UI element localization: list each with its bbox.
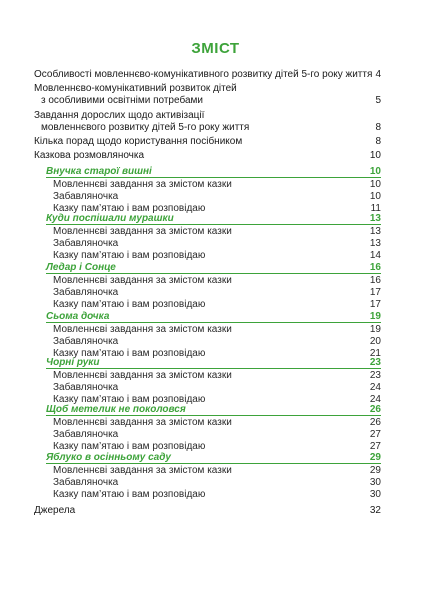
story-page: 26: [369, 404, 381, 415]
story-page: 13: [369, 213, 381, 224]
story-title: Сьома дочка: [46, 311, 110, 322]
toc-entry-sources[interactable]: [0, 504, 431, 518]
subentry-page: 24: [369, 382, 381, 393]
subentry-label: Казку пам’ятаю і вам розповідаю: [53, 489, 206, 500]
subentry-page: 21: [369, 348, 381, 359]
subentry-label: Мовленнєві завдання за змістом казки: [53, 417, 232, 428]
subentry-page: 23: [369, 370, 381, 381]
subentry-label: Забавляночка: [53, 238, 119, 249]
story-title: Яблуко в осінньому саду: [46, 452, 171, 463]
story-page: 16: [369, 262, 381, 273]
subentry-page: 14: [369, 250, 381, 261]
subentry-page: 24: [369, 394, 381, 405]
subentry-label: Забавляночка: [53, 287, 119, 298]
story-page: 29: [369, 452, 381, 463]
story-page: 10: [369, 166, 381, 177]
toc-entry-label: Джерела: [34, 505, 76, 516]
story-title: Внучка старої вишні: [46, 166, 152, 177]
toc-entry-label: Мовленнєво-комунікативний розвиток дітей: [34, 83, 237, 94]
subentry-page: 11: [370, 203, 381, 214]
subentry-page: 16: [369, 275, 381, 286]
subentry-label: Мовленнєві завдання за змістом казки: [53, 370, 232, 381]
subentry-page: 30: [369, 489, 381, 500]
toc-entry[interactable]: [0, 149, 431, 163]
subentry-label: Забавляночка: [53, 429, 119, 440]
subentry-page: 27: [369, 441, 381, 452]
toc-entry-page: 5: [375, 95, 381, 106]
toc-entry-continuation[interactable]: [0, 121, 431, 135]
subentry-page: 10: [369, 191, 381, 202]
subentry-page: 10: [369, 179, 381, 190]
subentry-label: Мовленнєві завдання за змістом казки: [53, 226, 232, 237]
subentry-label: Казку пам’ятаю і вам розповідаю: [53, 394, 206, 405]
subentry-label: Мовленнєві завдання за змістом казки: [53, 275, 232, 286]
story-subentry[interactable]: [0, 488, 431, 502]
subentry-label: Мовленнєві завдання за змістом казки: [53, 324, 232, 335]
toc-entry-label: Особливості мовленнєво-комунікативного розвитку дітей 5-го року життя: [34, 69, 373, 80]
subentry-page: 13: [369, 226, 381, 237]
story-title: Щоб метелик не поколовся: [46, 404, 186, 415]
subentry-label: Казку пам’ятаю і вам розповідаю: [53, 299, 206, 310]
subentry-page: 20: [369, 336, 381, 347]
toc-entry[interactable]: [0, 135, 431, 149]
story-title: Чорні руки: [46, 357, 100, 368]
story-page: 19: [369, 311, 381, 322]
subentry-page: 19: [369, 324, 381, 335]
toc-entry-page: 8: [375, 122, 381, 133]
story-page: 23: [369, 357, 381, 368]
toc-entry-label: мовленнєвого розвитку дітей 5-го року життя: [41, 122, 250, 133]
toc-entry[interactable]: [0, 68, 431, 82]
toc-entry-label: Кілька порад щодо користування посібником: [34, 136, 243, 147]
subentry-label: Забавляночка: [53, 477, 119, 488]
toc-entry-continuation[interactable]: [0, 94, 431, 108]
toc-entry-page: 10: [369, 150, 381, 161]
story-title: Куди поспішали мурашки: [46, 213, 174, 224]
subentry-label: Казку пам’ятаю і вам розповідаю: [53, 203, 206, 214]
story-title: Ледар і Сонце: [46, 262, 116, 273]
subentry-label: Забавляночка: [53, 336, 119, 347]
subentry-label: Мовленнєві завдання за змістом казки: [53, 465, 232, 476]
subentry-page: 13: [369, 238, 381, 249]
subentry-label: Мовленнєві завдання за змістом казки: [53, 179, 232, 190]
subentry-page: 30: [369, 477, 381, 488]
subentry-label: Забавляночка: [53, 191, 119, 202]
subentry-label: Казку пам’ятаю і вам розповідаю: [53, 348, 206, 359]
subentry-label: Казку пам’ятаю і вам розповідаю: [53, 441, 206, 452]
page-title: ЗМІСТ: [191, 40, 240, 57]
subentry-label: Казку пам’ятаю і вам розповідаю: [53, 250, 206, 261]
toc-entry-label: Казкова розмовляночка: [34, 150, 145, 161]
toc-entry-page: 32: [369, 505, 381, 516]
subentry-page: 29: [369, 465, 381, 476]
toc-entry-label: Завдання дорослих щодо активізації: [34, 110, 205, 121]
subentry-label: Забавляночка: [53, 382, 119, 393]
toc-entry-label: з особливими освітніми потребами: [41, 95, 203, 106]
toc-entry-page: 4: [375, 69, 381, 80]
subentry-page: 27: [369, 429, 381, 440]
toc-entry-page: 8: [375, 136, 381, 147]
subentry-page: 17: [369, 287, 381, 298]
subentry-page: 17: [369, 299, 381, 310]
subentry-page: 26: [369, 417, 381, 428]
